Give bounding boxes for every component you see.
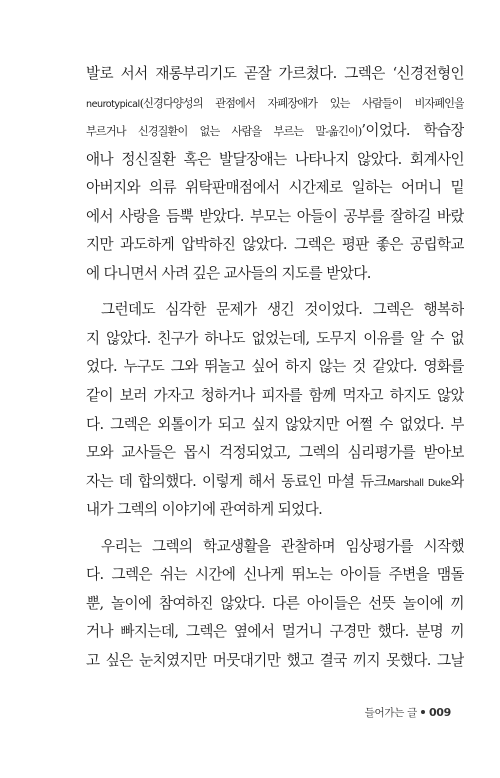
annotation-text: neurotypical bbox=[86, 98, 140, 110]
line-text: 뿐, 놀이에 참여하진 않았다. 다른 아이들은 선뜻 놀이에 끼 bbox=[86, 594, 464, 612]
text-line bbox=[86, 439, 464, 468]
paragraph bbox=[86, 60, 464, 288]
text-line bbox=[86, 231, 464, 260]
text-line bbox=[86, 260, 464, 289]
text-line bbox=[86, 174, 464, 203]
text-line bbox=[86, 590, 464, 619]
line-text: 고 싶은 눈치였지만 머뭇대기만 했고 결국 끼지 못했다. 그날 bbox=[86, 651, 464, 669]
text-line bbox=[86, 561, 464, 590]
text-line bbox=[86, 382, 464, 411]
line-text: 그런데도 심각한 문제가 생긴 것이었다. 그렉은 행복하 bbox=[101, 301, 464, 319]
section-label: 들어가는 글 bbox=[364, 707, 417, 719]
line-text: 자는 데 합의했다. 이렇게 해서 동료인 마셜 듀크 bbox=[86, 472, 388, 490]
line-text: 모와 교사들은 몹시 걱정되었고, 그렉의 심리평가를 받아보 bbox=[86, 444, 464, 462]
line-text: 와 bbox=[450, 472, 464, 490]
text-line bbox=[86, 146, 464, 175]
text-line bbox=[86, 117, 464, 146]
line-text: 에 다니면서 사려 깊은 교사들의 지도를 받았다. bbox=[86, 264, 371, 282]
text-line bbox=[86, 496, 464, 525]
line-text: 아버지와 의류 위탁판매점에서 시간제로 일하는 어머니 밑 bbox=[86, 179, 464, 197]
text-line bbox=[86, 353, 464, 382]
body-text bbox=[86, 60, 464, 675]
text-line bbox=[86, 89, 464, 118]
page-number: 009 bbox=[428, 706, 451, 719]
line-text: 에서 사랑을 듬뿍 받았다. 부모는 아들이 공부를 잘하길 바랐 bbox=[86, 207, 464, 225]
text-line bbox=[86, 618, 464, 647]
text-line bbox=[86, 60, 464, 89]
paragraph bbox=[86, 533, 464, 676]
paragraph-gap bbox=[86, 525, 464, 533]
text-line bbox=[86, 325, 464, 354]
annotation-text: Marshall Duke bbox=[387, 477, 451, 489]
line-text: 다. 그렉은 외톨이가 되고 싶지 않았지만 어쩔 수 없었다. 부 bbox=[86, 415, 464, 433]
text-line bbox=[86, 411, 464, 440]
line-text: 우리는 그렉의 학교생활을 관찰하며 임상평가를 시작했 bbox=[101, 537, 464, 555]
paragraph bbox=[86, 296, 464, 524]
line-text: 내가 그렉의 이야기에 관여하게 되었다. bbox=[86, 501, 323, 519]
text-line bbox=[86, 533, 464, 562]
line-text: 었다. 누구도 그와 뛰놀고 싶어 하지 않는 것 같았다. 영화를 bbox=[86, 358, 464, 376]
line-text: 같이 보러 가자고 청하거나 피자를 함께 먹자고 하지도 않았 bbox=[86, 387, 464, 405]
line-text: 거나 빠지는데, 그렉은 옆에서 멀거니 구경만 했다. 분명 끼 bbox=[86, 623, 464, 641]
line-text: 발로 서서 재롱부리기도 곧잘 가르쳤다. 그렉은 ‘신경전형인 bbox=[86, 65, 464, 82]
text-line bbox=[86, 647, 464, 676]
text-line bbox=[86, 468, 464, 497]
page-footer bbox=[365, 705, 451, 720]
line-text: 다. 그렉은 쉬는 시간에 신나게 뛰노는 아이들 주변을 맴돌 bbox=[86, 566, 464, 584]
text-line bbox=[86, 296, 464, 325]
line-text: 지만 과도하게 압박하진 않았다. 그렉은 평판 좋은 공립학교 bbox=[86, 236, 464, 254]
line-text: ’이었다. 학습장 bbox=[361, 122, 464, 140]
annotation-text: 부르거나 신경질환이 없는 사람을 부르는 말-옮긴이) bbox=[86, 125, 362, 139]
line-text: 애나 정신질환 혹은 발달장애는 나타나지 않았다. 회계사인 bbox=[86, 150, 464, 168]
paragraph-gap bbox=[86, 288, 464, 296]
line-text: 지 않았다. 친구가 하나도 없었는데, 도무지 이유를 알 수 없 bbox=[86, 329, 464, 347]
text-line bbox=[86, 203, 464, 232]
annotation-text: (신경다양성의 관점에서 자폐장애가 있는 사람들이 비자폐인을 bbox=[139, 96, 464, 110]
bullet-separator-icon bbox=[421, 710, 425, 714]
